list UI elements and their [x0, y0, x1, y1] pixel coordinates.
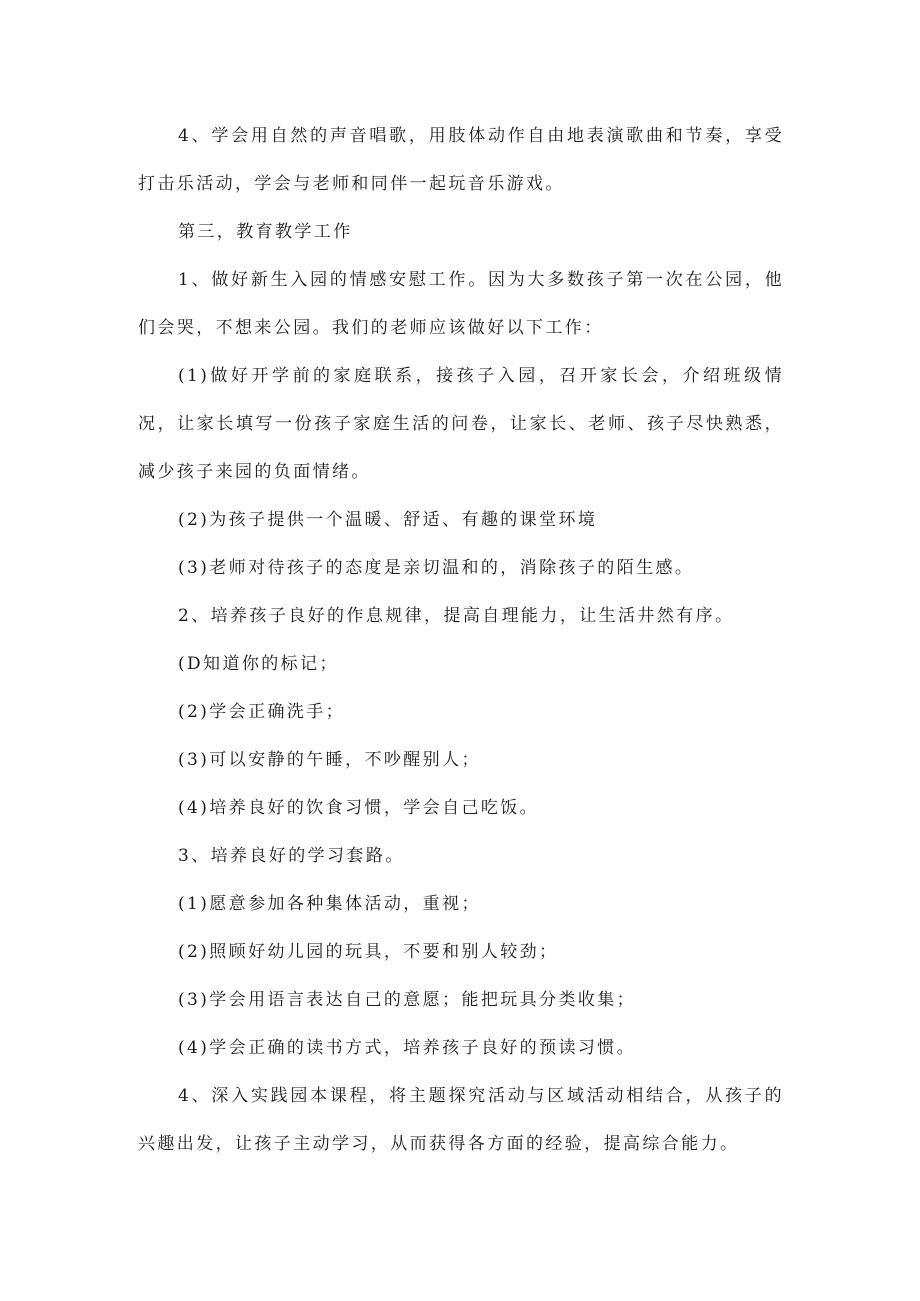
- list-item-group-activities: (1)愿意参加各种集体活动，重视；: [178, 894, 481, 914]
- list-item-classroom-environment: (2)为孩子提供一个温暖、舒适、有趣的课堂环境: [178, 510, 598, 530]
- list-item-nap: (3)可以安静的午睡，不吵醒别人；: [178, 750, 481, 770]
- paragraph-learning-routine: 3、培养良好的学习套路。: [178, 846, 405, 866]
- section-heading-teaching-work: 第三，教育教学工作: [178, 222, 353, 242]
- paragraph-new-student-comfort: 1、做好新生入园的情感安慰工作。因为大多数孩子第一次在公园，他们会哭，不想来公园。我们的老师应该做好以下工作：: [138, 270, 784, 338]
- list-item-teacher-attitude: (3)老师对待孩子的态度是亲切温和的，消除孩子的陌生感。: [178, 558, 695, 578]
- list-item-care-toys: (2)照顾好幼儿园的玩具，不要和别人较劲；: [178, 942, 559, 962]
- paragraph-curriculum-practice: 4、深入实践园本课程，将主题探究活动与区域活动相结合，从孩子的兴趣出发，让孩子主动学习，从而获得各方面的经验，提高综合能力。: [138, 1086, 784, 1154]
- document-body: [138, 112, 784, 1168]
- list-item-reading-habits: (4)学会正确的读书方式，培养孩子良好的预读习惯。: [178, 1038, 637, 1058]
- paragraph-routine-habits: 2、培养孩子良好的作息规律，提高自理能力，让生活井然有序。: [178, 606, 735, 626]
- list-item-family-contact: (1)做好开学前的家庭联系，接孩子入园，召开家长会，介绍班级情况，让家长填写一份孩子家庭生活的问卷，让家长、老师、孩子尽快熟悉，减少孩子来园的负面情绪。: [138, 366, 784, 482]
- list-item-know-mark: (D知道你的标记；: [178, 654, 339, 674]
- list-item-express-wishes: (3)学会用语言表达自己的意愿；能把玩具分类收集；: [178, 990, 637, 1010]
- paragraph-music-goal: 4、学会用自然的声音唱歌，用肢体动作自由地表演歌曲和节奏，享受打击乐活动，学会与老师和同伴一起玩音乐游戏。: [138, 126, 784, 194]
- list-item-eating-habits: (4)培养良好的饮食习惯，学会自己吃饭。: [178, 798, 540, 818]
- list-item-wash-hands: (2)学会正确洗手；: [178, 702, 346, 722]
